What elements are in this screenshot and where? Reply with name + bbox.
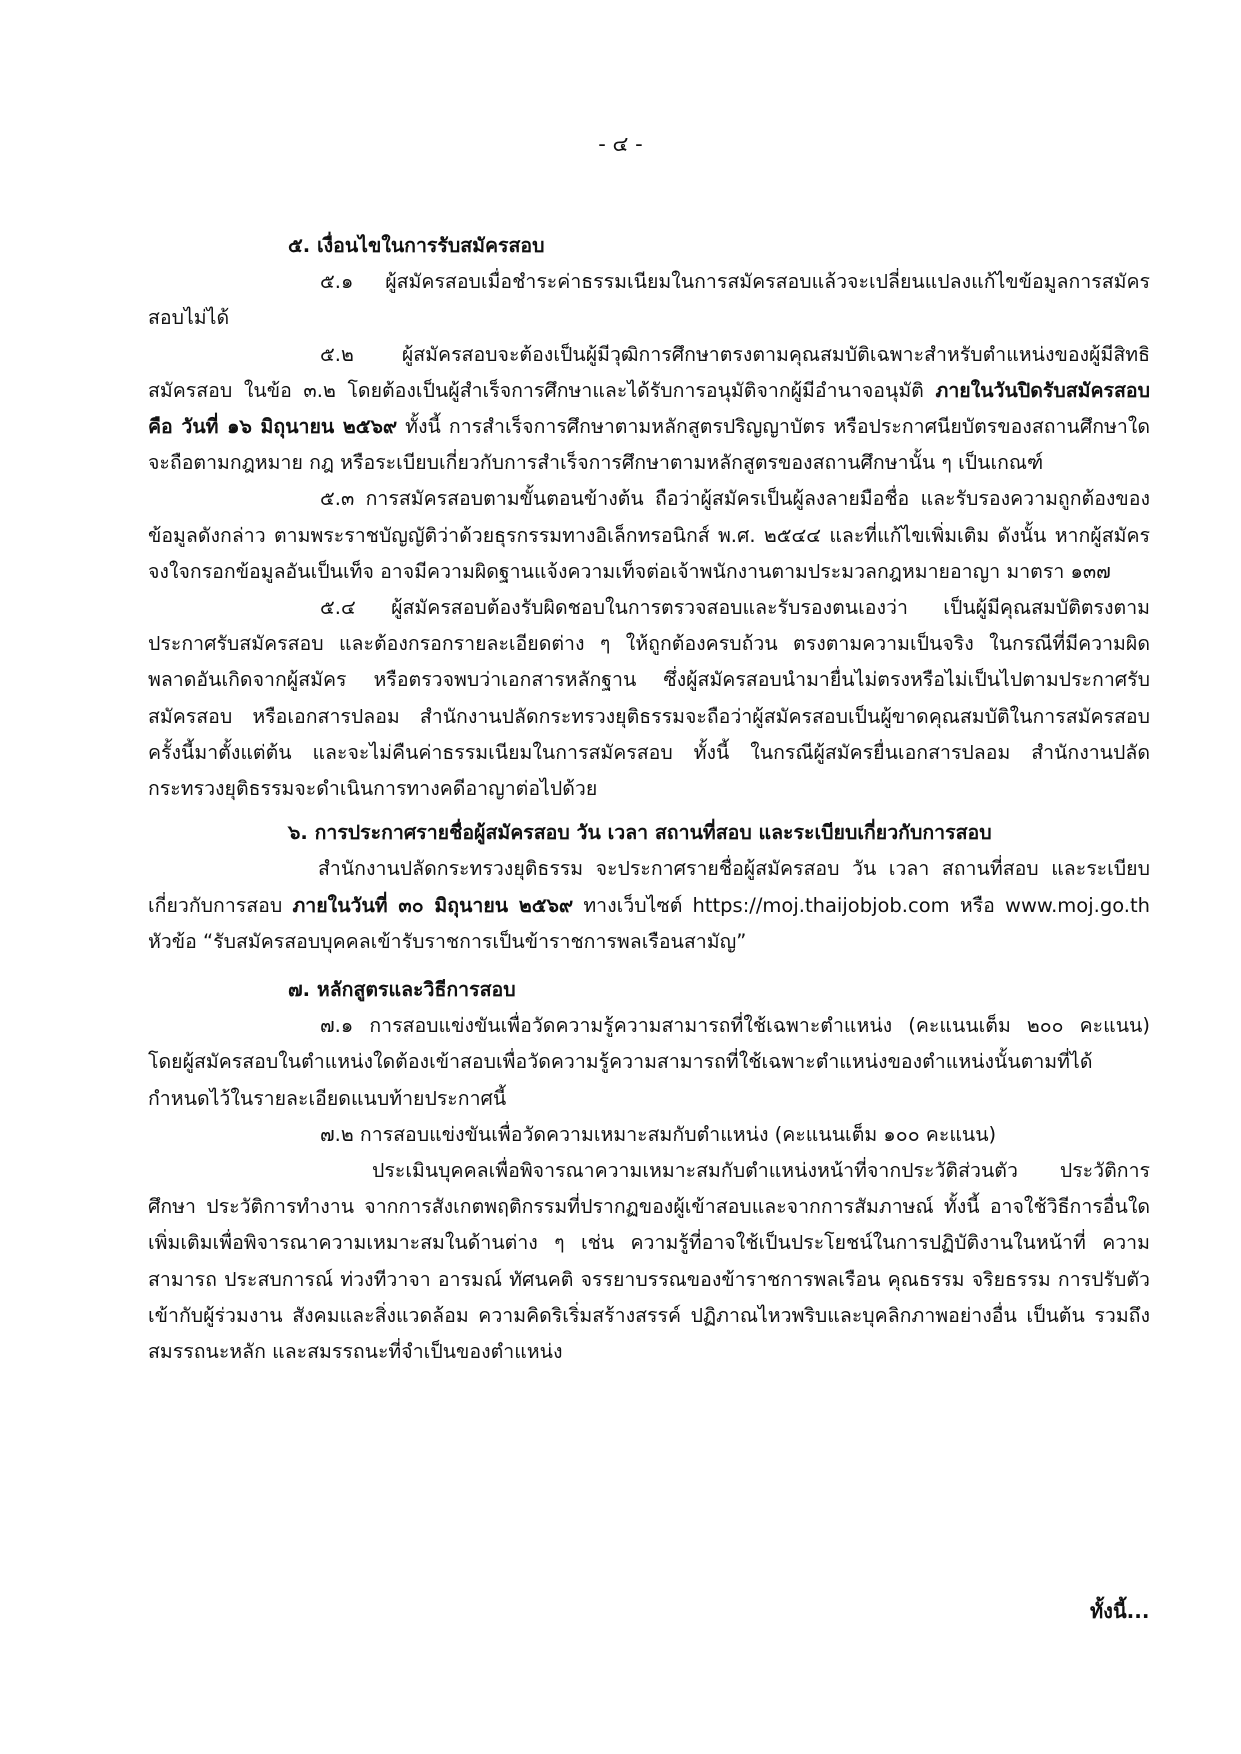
section-7-2-detail: ประเมินบุคคลเพื่อพิจารณาความเหมาะสมกับตำแหน่งหน้าที่จากประวัติส่วนตัว ประวัติการศึกษา ประวัติการทำงาน จากการสังเกตพฤติกรรมที่ปรากฏของผู้เข้าสอบและจากการสัมภาษณ์ ทั้งนี้ อาจใช้วิธีการอื่นใดเพิ่มเติมเพื่อพิจารณาความเหมาะสมในด้านต่าง ๆ เช่น ความรู้ที่อาจใช้เป็นประโยชน์ในการปฏิบัติงานในหน้าที่ ความสามารถ ประสบการณ์ ท่วงทีวาจา อารมณ์ ทัศนคติ จรรยาบรรณของข้าราชการพลเรือน คุณธรรม จริยธรรม การปรับตัวเข้ากับผู้ร่วมงาน สังคมและสิ่งแวดล้อม ความคิดริเริ่มสร้างสรรค์ ปฏิภาณไหวพริบและบุคลิกภาพอย่างอื่น เป็นต้น รวมถึงสมรรถนะหลัก และสมรรถนะที่จำเป็นของตำแหน่ง: [148, 1159, 1150, 1364]
page-number: - ๔ -: [598, 132, 643, 156]
section-6-body: [148, 851, 1150, 960]
section-6-deadline: ภายในวันที่ ๓๐ มิถุนายน ๒๕๖๙: [292, 893, 574, 917]
section-7-1: ๗.๑ การสอบแข่งขันเพื่อวัดความรู้ความสามารถที่ใช้เฉพาะตำแหน่ง (คะแนนเต็ม ๒๐๐ คะแนน) โดยผู้สมัครสอบในตำแหน่งใดต้องเข้าสอบเพื่อวัดความรู้ความสามารถที่ใช้เฉพาะตำแหน่งของตำแหน่งนั้นตามที่ได้กำหนดไว้ในรายละเอียดแนบท้ายประกาศนี้: [148, 1014, 1150, 1110]
section-7-2: ๗.๒ การสอบแข่งขันเพื่อวัดความเหมาะสมกับตำแหน่ง (คะแนนเต็ม ๑๐๐ คะแนน): [320, 1122, 997, 1146]
section-5-2-text-b: ทั้งนี้ การสำเร็จการศึกษาตามหลักสูตรปริญญาบัตร หรือประกาศนียบัตรของสถานศึกษาใด จะถือตามกฎหมาย กฎ หรือระเบียบเกี่ยวกับการสำเร็จการศึกษาตามหลักสูตรของสถานศึกษานั้น ๆ เป็นเกณฑ์: [148, 415, 1150, 475]
continuation-note: ทั้งนี้...: [1090, 1599, 1150, 1623]
section-5-2-text-a: ๕.๒ ผู้สมัครสอบจะต้องเป็นผู้มีวุฒิการศึกษาตรงตามคุณสมบัติเฉพาะสำหรับตำแหน่งของผู้มีสิทธิสมัครสอบ ในข้อ ๓.๒ โดยต้องเป็นผู้สำเร็จการศึกษาและได้รับการอนุมัติจากผู้มีอำนาจอนุมัติ: [148, 342, 1150, 402]
section-7-heading: ๗. หลักสูตรและวิธีการสอบ: [288, 978, 516, 1002]
section-6-heading: ๖. การประกาศรายชื่อผู้สมัครสอบ วัน เวลา สถานที่สอบ และระเบียบเกี่ยวกับการสอบ: [288, 821, 992, 845]
section-5-4: ๕.๔ ผู้สมัครสอบต้องรับผิดชอบในการตรวจสอบและรับรองตนเองว่า เป็นผู้มีคุณสมบัติตรงตามประกาศรับสมัครสอบ และต้องกรอกรายละเอียดต่าง ๆ ให้ถูกต้องครบถ้วน ตรงตามความเป็นจริง ในกรณีที่มีความผิดพลาดอันเกิดจากผู้สมัคร หรือตรวจพบว่าเอกสารหลักฐาน ซึ่งผู้สมัครสอบนำมายื่นไม่ตรงหรือไม่เป็นไปตามประกาศรับสมัครสอบ หรือเอกสารปลอม สำนักงานปลัดกระทรวงยุติธรรมจะถือว่าผู้สมัครสอบเป็นผู้ขาดคุณสมบัติในการสมัครสอบครั้งนี้มาตั้งแต่ต้น และจะไม่คืนค่าธรรมเนียมในการสมัครสอบ ทั้งนี้ ในกรณีผู้สมัครยื่นเอกสารปลอม สำนักงานปลัดกระทรวงยุติธรรมจะดำเนินการทางคดีอาญาต่อไปด้วย: [148, 596, 1150, 801]
document-body: [148, 228, 1150, 1370]
section-5-3: ๕.๓ การสมัครสอบตามขั้นตอนข้างต้น ถือว่าผู้สมัครเป็นผู้ลงลายมือชื่อ และรับรองความถูกต้องของข้อมูลดังกล่าว ตามพระราชบัญญัติว่าด้วยธุรกรรมทางอิเล็กทรอนิกส์ พ.ศ. ๒๕๔๔ และที่แก้ไขเพิ่มเติม ดังนั้น หากผู้สมัครจงใจกรอกข้อมูลอันเป็นเท็จ อาจมีความผิดฐานแจ้งความเท็จต่อเจ้าพนักงานตามประมวลกฎหมายอาญา มาตรา ๑๓๗: [148, 487, 1150, 583]
section-6-text-b: ทางเว็บไซต์ https://moj.thaijobjob.com หรือ www.moj.go.th หัวข้อ “รับสมัครสอบบุคคลเข้ารับราชการเป็นข้าราชการพลเรือนสามัญ”: [148, 893, 1150, 953]
section-6-text-a: สำนักงานปลัดกระทรวงยุติธรรม จะประกาศรายชื่อผู้สมัครสอบ วัน เวลา สถานที่สอบ และระเบียบเกี่ยวกับการสอบ: [148, 857, 1150, 917]
section-5-2: [148, 337, 1150, 482]
section-5-2-deadline: ภายในวันปิดรับสมัครสอบคือ วันที่ ๑๖ มิถุนายน ๒๕๖๙: [148, 378, 1150, 439]
section-5-heading: ๕. เงื่อนไขในการรับสมัครสอบ: [288, 234, 545, 257]
section-5-1: ๕.๑ ผู้สมัครสอบเมื่อชำระค่าธรรมเนียมในการสมัครสอบแล้วจะเปลี่ยนแปลงแก้ไขข้อมูลการสมัครสอบไม่ได้: [148, 270, 1150, 330]
